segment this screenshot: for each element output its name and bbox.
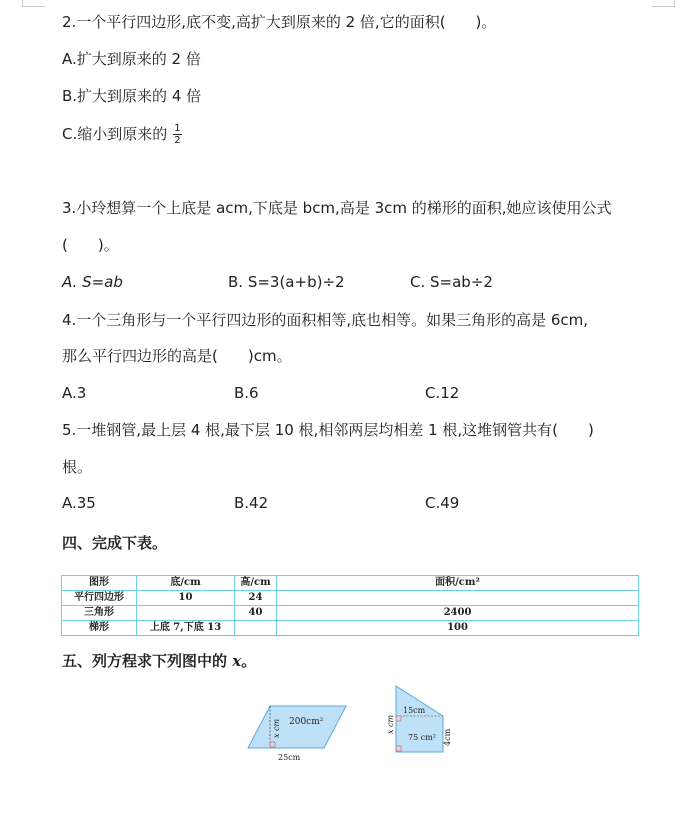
q4-stem-line2: 那么平行四边形的高是( )cm。 [62, 347, 292, 365]
q3-stem-line2: ( )。 [62, 236, 119, 254]
table-cell: 三角形 [62, 606, 137, 621]
fraction-numerator: 1 [174, 123, 181, 134]
q4-option-a: A.3 [62, 384, 87, 402]
table-row [62, 621, 639, 636]
parallelogram-figure [240, 700, 355, 768]
table-cell: 100 [277, 621, 639, 636]
q5-stem-line1: 5.一堆钢管,最上层 4 根,最下层 10 根,相邻两层均相差 1 根,这堆钢管共有( ) [62, 421, 594, 439]
table-header-row [62, 576, 639, 591]
table-row [62, 606, 639, 621]
parallelogram-area-label: 200cm² [289, 717, 324, 727]
trapezoid-figure [385, 682, 460, 760]
trapezoid-right-label: 4cm [443, 728, 452, 746]
section-5-title-prefix: 五、列方程求下列图中的 [62, 652, 233, 670]
q2-option-b: B.扩大到原来的 4 倍 [62, 87, 202, 105]
fraction-one-half [173, 123, 181, 146]
parallelogram-height-label: x cm [272, 718, 281, 738]
section-5-title [62, 650, 256, 671]
q4-option-b: B.6 [234, 384, 259, 402]
trapezoid-area-label: 75 cm² [408, 733, 436, 742]
q4-option-c: C.12 [425, 384, 460, 402]
table-cell: 24 [235, 591, 277, 606]
table-header-cell: 底/cm [137, 576, 235, 591]
parallelogram-base-label: 25cm [278, 753, 301, 762]
trapezoid-side-label: x cm [386, 714, 395, 734]
q5-option-a: A.35 [62, 494, 96, 512]
table-cell [137, 606, 235, 621]
q5-stem-line2: 根。 [62, 458, 93, 476]
table-cell: 10 [137, 591, 235, 606]
table-header-cell: 图形 [62, 576, 137, 591]
q3-stem-line1: 3.小玲想算一个上底是 acm,下底是 bcm,高是 3cm 的梯形的面积,她应该使用公式 [62, 199, 612, 217]
area-table [61, 575, 639, 636]
table-cell: 梯形 [62, 621, 137, 636]
section-4-title: 四、完成下表。 [62, 534, 168, 552]
table-row [62, 591, 639, 606]
page-corner-mark-right [652, 0, 675, 7]
section-5-title-suffix: 。 [241, 652, 257, 670]
table-cell: 2400 [277, 606, 639, 621]
q5-option-c: C.49 [425, 494, 460, 512]
q3-option-c: C. S=ab÷2 [410, 273, 493, 291]
trapezoid-top-label: 15cm [403, 706, 426, 715]
table-cell: 40 [235, 606, 277, 621]
table-cell: 平行四边形 [62, 591, 137, 606]
table-cell [277, 591, 639, 606]
page-corner-mark-left [22, 0, 45, 7]
q3-option-a: A. S=ab [62, 273, 123, 291]
table-cell: 上底 7,下底 13 [137, 621, 235, 636]
table-header-cell: 高/cm [235, 576, 277, 591]
trapezoid-shape [396, 686, 443, 752]
q3-option-b: B. S=3(a+b)÷2 [228, 273, 345, 291]
table-cell [235, 621, 277, 636]
fraction-denominator: 2 [174, 135, 181, 146]
q4-stem-line1: 4.一个三角形与一个平行四边形的面积相等,底也相等。如果三角形的高是 6cm, [62, 311, 589, 329]
table-header-cell: 面积/cm² [277, 576, 639, 591]
q2-option-c-text: C.缩小到原来的 [62, 125, 168, 143]
q2-stem: 2.一个平行四边形,底不变,高扩大到原来的 2 倍,它的面积( )。 [62, 13, 497, 31]
q2-option-c [62, 123, 182, 146]
q5-option-b: B.42 [234, 494, 269, 512]
section-5-title-variable: x [232, 652, 242, 670]
parallelogram-shape [248, 706, 346, 748]
q2-option-a: A.扩大到原来的 2 倍 [62, 50, 201, 68]
